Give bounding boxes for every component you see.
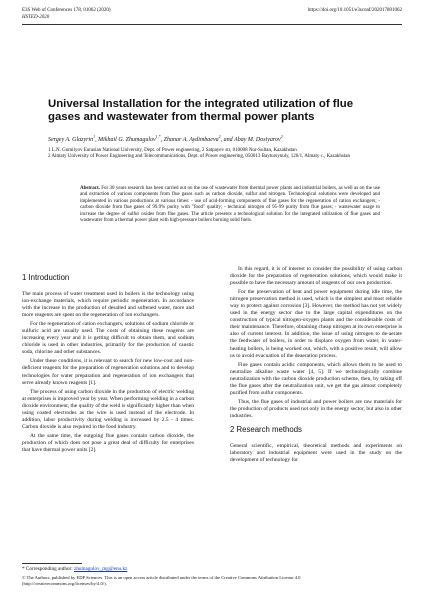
- paragraph: For the regeneration of cation exchangers, solutions of sodium chloride or sulfuric acid are usually used. The costs of obtaining these reagents are increasing every year and it is getting difficult to obtain them, and sodium chloride is used in other industries, primarily for the production of caustic soda, chlorine and other substances.: [22, 321, 194, 356]
- paragraph: The main process of water treatment used in boilers is the technology using ion-exchange materials, which require periodic regeneration. In accordance with the increase in the production of desalted and softened water, more and more reagents are spent on the regeneration of ion exchangers.: [22, 291, 194, 319]
- author-sup: 2: [218, 134, 221, 139]
- conference-name: HSTED-2020: [22, 14, 50, 20]
- license-url[interactable]: (http://creativecommons.org/licenses/by/4.0/).: [22, 580, 107, 586]
- abstract: [80, 186, 380, 225]
- affiliation: 1 L.N. Gumilyov Eurasian National University, Dept. of Power engineering, 2 Satpayev str, 010008 Nur-Sultan, Kazakhstan: [48, 148, 297, 153]
- author-name: Sergey A. Glazyrin: [48, 137, 94, 143]
- author-name: Mikhail G. Zhumagulov: [98, 137, 156, 143]
- paragraph: For the preservation of heat and power equipment during idle time, the nitrogen preservation method is used, which is the simplest and most reliable way to protect against corrosion [3]. However, the method has not yet widely used in the energy sector due to the large capital expenditures on the construction of typical nitrogen-oxygen plants and the considerable costs of their maintenance. Therefore, obtaining cheap nitrogen at its own enterprise is also of current interest. In addition, the issue of using nitrogen to de-aerate the feedwater of boilers, in order to displace oxygen from water, in water-heating boilers, is being worked out, which, with a positive result, will allow us to avoid evacuation of the deaeration process.: [230, 289, 402, 359]
- author-name: Abay M. Dosiyarov: [234, 137, 281, 143]
- author-name: Zhanar A. Aydimbaeva: [163, 137, 219, 143]
- paragraph: Under these conditions, it is relevant to search for new low-cost and non-deficient reagents for the preparation of regeneration solutions and to develop technologies for water preparation and regeneration of ion exchangers that serve already known reagents [1].: [22, 358, 194, 386]
- author-list: Sergey A. Glazyrin$^1$, Mikhail G. Zhumagulov$^{1,*}$, Zhanar A. Aydimbaeva$^2$, and Abay M. Dosiyarov$^2$: [48, 134, 283, 143]
- author-sup: 1,*: [155, 134, 161, 139]
- license-text: © The Authors, published by EDP Sciences. This is an open access article distributed under the terms of the Creative Commons Attribution License 4.0: [22, 575, 301, 580]
- author-sup: 2: [280, 134, 283, 139]
- author-email-link[interactable]: zhumagulov_mg@enu.kz: [74, 566, 128, 572]
- paragraph: Thus, the flue gases of industrial and power boilers are raw materials for the production of products used not only in the energy sector, but also in other industries.: [230, 398, 402, 419]
- left-column: [22, 268, 194, 456]
- abstract-label: Abstract.: [80, 186, 100, 191]
- journal-ref: E3S Web of Conferences 178, 01062 (2020): [22, 8, 111, 13]
- affiliation: 2 Almaty University of Power Engineering and Telecommunications, Dept. of Power engineering, 050013 Baytursynuly, 126/1, Almaty c., Kazakhstan: [48, 154, 350, 160]
- affiliations: [48, 148, 388, 161]
- section-heading-research-methods: 2 Research methods: [230, 424, 302, 434]
- footnote-label: * Corresponding author:: [22, 566, 73, 572]
- paragraph: At the same time, the outgoing flue gases contain carbon dioxide, the production of which does not pose a great deal of difficulty for enterprises that have thermal power units [2].: [22, 432, 194, 453]
- paragraph: General scientific, empirical, theoretical methods and experiments on laboratory and industrial equipment were used in the study on the development of technology for: [230, 442, 402, 464]
- abstract-text: For 30 years research has been carried out on the use of wastewater from thermal power plants and industrial boilers, as well as on the use and extraction of various components from flue gases such as carbon dioxide, sulfur and nitrogen. Technological solutions were developed and implemented in various productions at various times: - use of acid-forming components of flue gases for the regeneration of cation exchangers; - carbon dioxide from flue gases of 99.9% purity with "food" quality; - technical nitrogen of 95-99 purity from flue gases; - wastewater usage to increase the degree of sulfur oxides from flue gases. The article presents a technological solution for the integrated utilization of flue gases and wastewater from a thermal power plant with high-pressure boilers burning solid fuels.: [80, 186, 380, 224]
- right-column: [230, 266, 402, 466]
- footnote: [22, 566, 127, 572]
- running-header: [22, 8, 402, 21]
- paragraph: Flue gases contain acidic components, which allows them to be used to neutralize alkaline waste water [4, 5]. If we technologically combine neutralization with the carbon dioxide production scheme, then, by taking off the flue gases after the neutralization unit, we get the gas almost completely purified from sulfur components.: [230, 361, 402, 396]
- footnote-rule: [22, 563, 82, 564]
- paragraph: The process of using carbon dioxide in the production of electric welding at enterprises is improved year by year. When performing welding in a carbon dioxide environment, the quality of the weld is significantly higher than when using coated electrodes as the wire is used instead of the electrode. In addition, labor productivity during welding is increased by 2.5 - 4 times. Carbon dioxide is also required in the food industry.: [22, 388, 194, 430]
- header-rule: [22, 24, 402, 25]
- paper-title: Universal Installation for the integrated utilization of flue gases and wastewater from thermal power plants: [48, 98, 354, 124]
- license-footer: [22, 575, 402, 587]
- section-heading-introduction: 1 Introduction: [22, 273, 70, 282]
- doi-link[interactable]: https://doi.org/10.1051/e3sconf/202017801062: [307, 8, 402, 13]
- author-sup: 1: [93, 134, 96, 139]
- paragraph: In this regard, it is of interest to consider the possibility of using carbon dioxide for the preparation of regeneration solutions, which would make it possible to have the necessary amount of reagents of our own production.: [230, 266, 402, 287]
